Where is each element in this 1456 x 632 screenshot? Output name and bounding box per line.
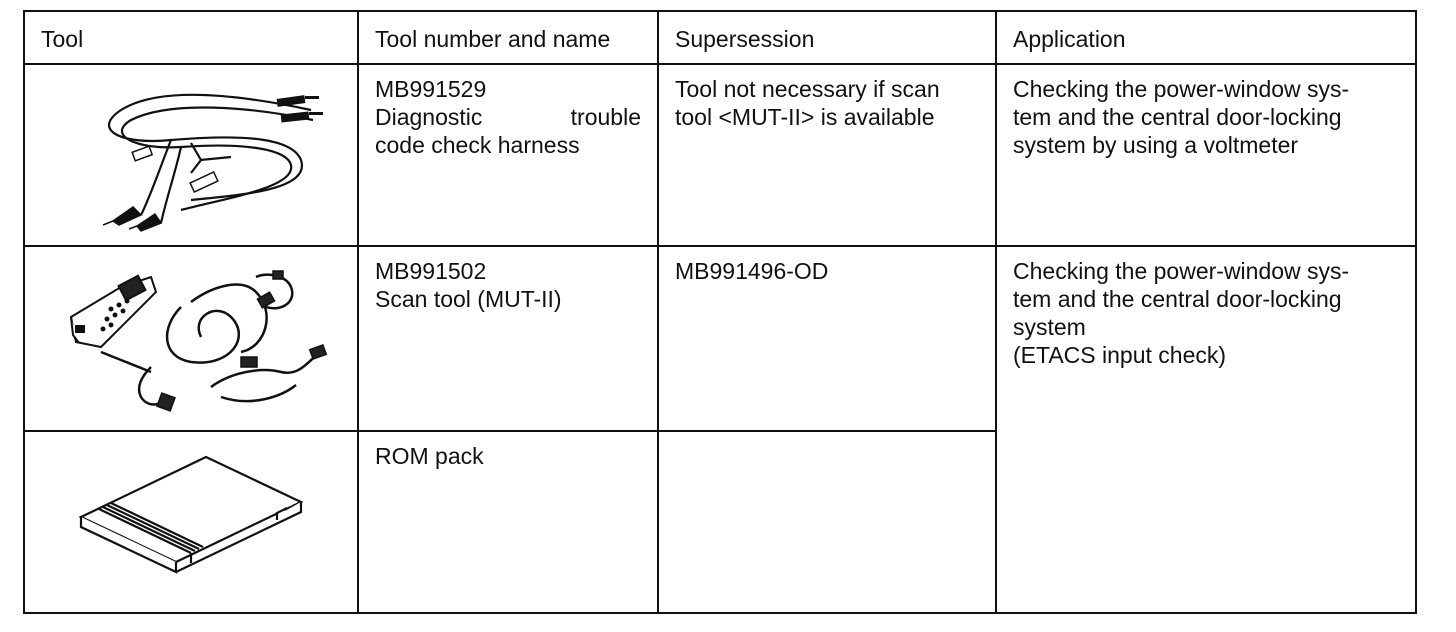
tool-number-and-name-cell — [358, 64, 658, 246]
tool-number-and-name-cell — [358, 431, 658, 613]
tool-image-cell — [24, 64, 358, 246]
application-line: tem and the central door-locking — [1013, 286, 1342, 312]
tool-name-word: trouble — [570, 104, 641, 130]
application-line: system — [1013, 314, 1086, 340]
application-cell — [996, 246, 1416, 613]
tool-image-cell — [24, 431, 358, 613]
table-row — [24, 246, 1416, 431]
supersession-line: MB991496-OD — [675, 258, 829, 284]
tool-number: MB991502 — [375, 258, 487, 284]
tool-number-and-name-cell — [358, 246, 658, 431]
application-cell — [996, 64, 1416, 246]
tool-name-line — [375, 103, 641, 131]
header-tool-number-and-name — [358, 11, 658, 64]
harness-cable-icon — [41, 65, 341, 235]
application-line: Checking the power-window sys- — [1013, 258, 1350, 284]
header-application-label: Application — [1013, 26, 1126, 52]
supersession-cell — [658, 431, 996, 613]
table-row — [24, 64, 1416, 246]
application-line: tem and the central door-locking — [1013, 104, 1342, 130]
tool-image-cell — [24, 246, 358, 431]
application-line: (ETACS input check) — [1013, 342, 1227, 368]
scan-tool-kit-icon — [41, 247, 341, 422]
tools-table-frame — [23, 10, 1415, 610]
header-tool — [24, 11, 358, 64]
tool-name-line: Scan tool (MUT-II) — [375, 286, 562, 312]
application-line: Checking the power-window sys- — [1013, 76, 1350, 102]
header-row — [24, 11, 1416, 64]
header-supersession-label: Supersession — [675, 26, 815, 52]
tool-name-line: code check harness — [375, 132, 580, 158]
rom-pack-icon — [41, 432, 341, 602]
supersession-cell — [658, 64, 996, 246]
header-tool-label: Tool — [41, 26, 84, 52]
header-application — [996, 11, 1416, 64]
tool-number: MB991529 — [375, 76, 487, 102]
special-tools-table — [23, 10, 1417, 614]
supersession-cell — [658, 246, 996, 431]
tool-name-line: ROM pack — [375, 443, 484, 469]
header-tool-number-label: Tool number and name — [375, 26, 611, 52]
header-supersession — [658, 11, 996, 64]
supersession-line: Tool not necessary if scan — [675, 76, 940, 102]
supersession-line: tool <MUT-II> is available — [675, 104, 935, 130]
tool-name-word: Diagnostic — [375, 104, 483, 130]
application-line: system by using a voltmeter — [1013, 132, 1299, 158]
